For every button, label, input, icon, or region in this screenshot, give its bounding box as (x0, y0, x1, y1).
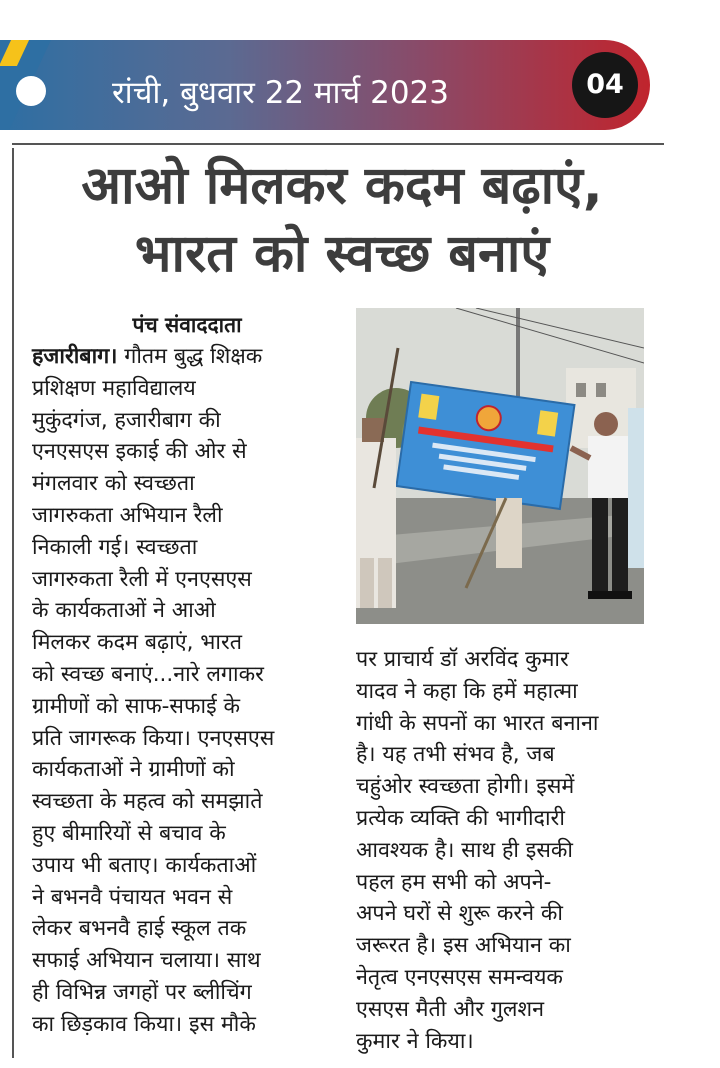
rally-photo-illustration (356, 308, 644, 624)
article-line: पहल हम सभी को अपने- (356, 869, 552, 895)
article-line: के कार्यकताओं ने आओ (32, 598, 216, 624)
article-line: कार्यकताओं ने ग्रामीणों को (32, 757, 235, 783)
article-line: नेतृत्व एनएसएस समन्वयक (356, 964, 563, 990)
article-line: निकाली गई। स्वच्छता (32, 534, 198, 560)
article-line: हजारीबाग। गौतम बुद्ध शिक्षक (32, 344, 263, 369)
article-line: यादव ने कहा कि हमें महात्मा (356, 678, 578, 704)
article-line: स्वच्छता के महत्व को समझाते (32, 789, 263, 815)
article-line: अपने घरों से शुरू करने की (356, 901, 563, 927)
article-line: एनएसएस इकाई की ओर से (32, 439, 247, 465)
article-right-column (356, 644, 656, 1057)
article-line: कुमार ने किया। (356, 1028, 474, 1054)
article-line: उपाय भी बताए। कार्यकताओं (32, 852, 257, 878)
article-line: लेकर बभनवै हाई स्कूल तक (32, 916, 247, 942)
article-line: पर प्राचार्य डॉ अरविंद कुमार (356, 647, 569, 672)
headline-line-1: आओ मिलकर कदम बढ़ाएं, (81, 156, 603, 216)
article-line: ग्रामीणों को साफ-सफाई के (32, 693, 241, 719)
article-left-column (32, 341, 350, 1041)
article-line: प्रति जागरूक किया। एनएसएस (32, 725, 275, 751)
article-line: जागरुकता अभियान रैली (32, 502, 223, 528)
page-number-badge: 04 (572, 52, 638, 118)
rally-photo (356, 308, 644, 624)
top-rule (12, 143, 664, 145)
article-line: प्रत्येक व्यक्ति की भागीदारी (356, 805, 565, 831)
article-line: ने बभनवै पंचायत भवन से (32, 884, 233, 910)
article-line: प्रशिक्षण महाविद्यालय (32, 375, 196, 401)
article-line: जागरुकता रैली में एनएसएस (32, 566, 252, 592)
headline (22, 152, 662, 288)
dateline: हजारीबाग। (32, 344, 118, 369)
article-line: गांधी के सपनों का भारत बनाना (356, 710, 599, 736)
article-line: हुए बीमारियों से बचाव के (32, 820, 226, 846)
article-line: ही विभिन्न जगहों पर ब्लीचिंग (32, 979, 252, 1005)
article-line: मुकुंदगंज, हजारीबाग की (32, 407, 221, 433)
article-line: सफाई अभियान चलाया। साथ (32, 948, 261, 974)
article-line: आवश्यक है। साथ ही इसकी (356, 837, 573, 863)
article-line: को स्वच्छ बनाएं...नारे लगाकर (32, 661, 264, 687)
left-rule (12, 148, 14, 1058)
article-line: जरूरत है। इस अभियान का (356, 933, 571, 959)
byline: पंच संवाददाता (132, 313, 242, 337)
article-line: है। यह तभी संभव है, जब (356, 742, 555, 768)
article-line: चहुंओर स्वच्छता होगी। इसमें (356, 774, 575, 800)
header-dot-icon (16, 76, 46, 106)
article-line: मिलकर कदम बढ़ाएं, भारत (32, 630, 243, 656)
article-line: मंगलवार को स्वच्छता (32, 471, 195, 497)
article-line: का छिड़काव किया। इस मौके (32, 1011, 256, 1037)
article-line: एसएस मैती और गुलशन (356, 996, 545, 1022)
header-date: रांची, बुधवार 22 मार्च 2023 (112, 75, 449, 111)
headline-line-2: भारत को स्वच्छ बनाएं (134, 224, 550, 284)
